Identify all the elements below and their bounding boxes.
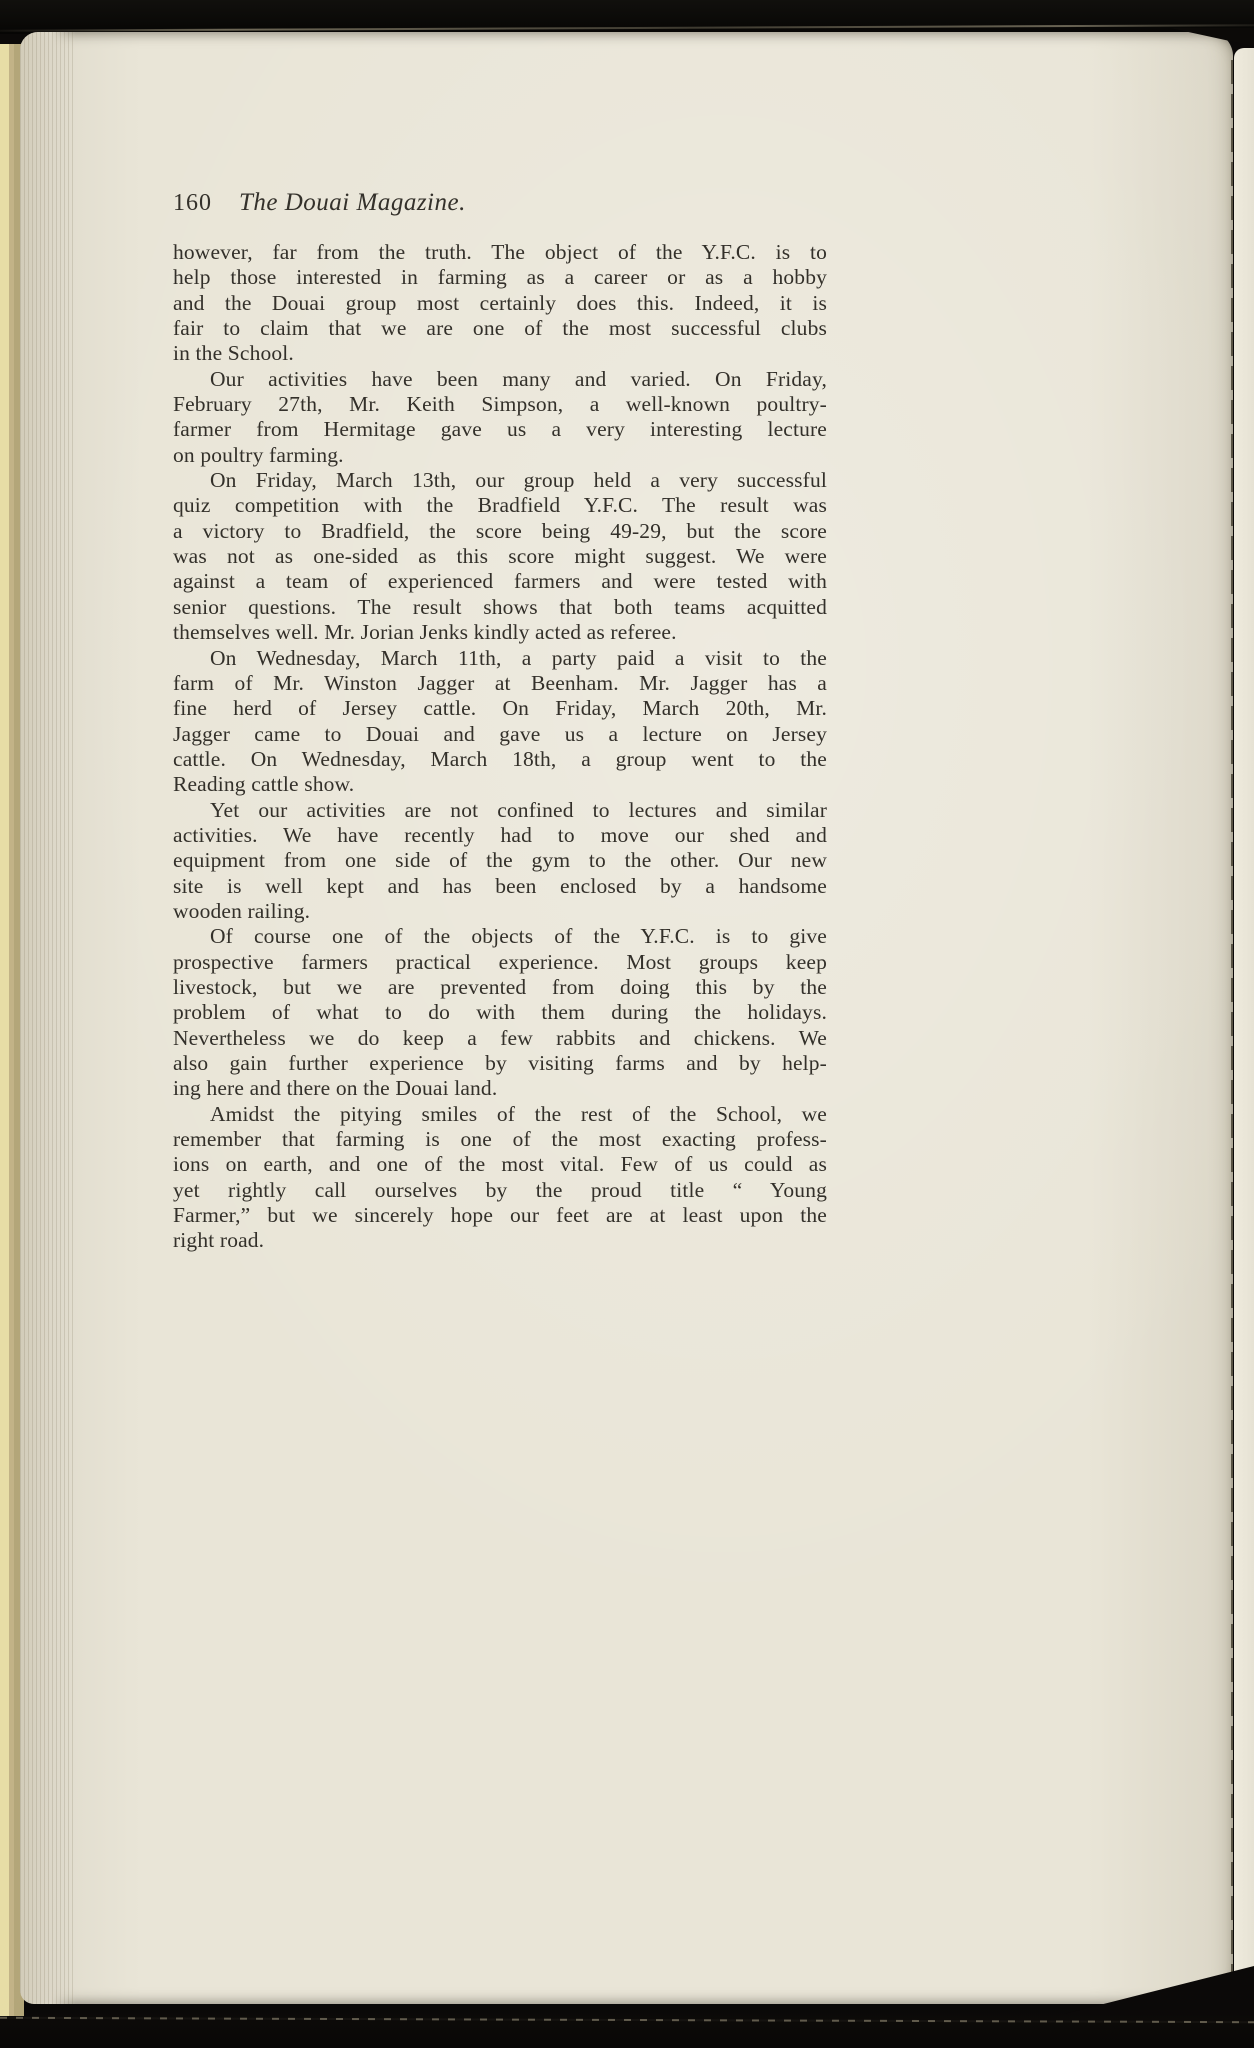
text-line: on poultry farming. xyxy=(173,442,344,467)
text-line: Yet our activities are not confined to lectures and similar xyxy=(210,797,827,822)
text-line: site is well kept and has been enclosed by a handsome xyxy=(173,873,827,898)
paragraph xyxy=(173,240,827,367)
text-line: against a team of experienced farmers and were tested with xyxy=(173,569,827,594)
paragraph xyxy=(173,646,827,798)
book-cover-edge-bottom xyxy=(0,2004,1254,2048)
page-header xyxy=(173,189,466,217)
book-page xyxy=(20,32,1233,2004)
text-line: however, far from the truth. The object of the Y.F.C. is to xyxy=(173,240,827,264)
paragraph xyxy=(173,798,827,925)
text-line: was not as one-sided as this score might suggest. We were xyxy=(173,544,827,569)
text-line: farmer from Hermitage gave us a very interesting lecture xyxy=(173,417,827,442)
paragraph xyxy=(173,468,827,645)
adjacent-page-edge xyxy=(1234,48,1254,1996)
text-line: Jagger came to Douai and gave us a lecture on Jersey xyxy=(173,721,827,746)
gutter-shadow-line xyxy=(1231,60,1233,1992)
paragraph xyxy=(173,367,827,468)
text-line: in the School. xyxy=(173,341,294,366)
text-line: remember that farming is one of the most exacting profess- xyxy=(173,1127,827,1152)
text-line: fair to claim that we are one of the most successful clubs xyxy=(173,316,827,341)
text-line: wooden railing. xyxy=(173,898,311,923)
paragraph xyxy=(173,924,827,1101)
text-line: livestock, but we are prevented from doing this by the xyxy=(173,974,827,999)
paragraph xyxy=(173,1102,827,1254)
text-line: Of course one of the objects of the Y.F.C. is to give xyxy=(210,924,827,949)
text-line: themselves well. Mr. Jorian Jenks kindly acted as referee. xyxy=(173,620,677,645)
text-line: fine herd of Jersey cattle. On Friday, March 20th, Mr. xyxy=(173,696,827,721)
text-line: problem of what to do with them during the holidays. xyxy=(173,1000,827,1025)
text-line: Reading cattle show. xyxy=(173,772,355,797)
text-line: prospective farmers practical experience. Most groups keep xyxy=(173,949,827,974)
text-line: ions on earth, and one of the most vital. Few of us could as xyxy=(173,1152,827,1177)
text-line: February 27th, Mr. Keith Simpson, a well-known poultry- xyxy=(173,392,827,417)
text-line: activities. We have recently had to move our shed and xyxy=(173,822,827,847)
text-line: Amidst the pitying smiles of the rest of the School, we xyxy=(210,1101,827,1126)
page-number: 160 xyxy=(173,190,212,216)
text-line: cattle. On Wednesday, March 18th, a group went to the xyxy=(173,746,827,771)
text-line: Our activities have been many and varied. On Friday, xyxy=(210,366,827,391)
text-line: On Wednesday, March 11th, a party paid a visit to the xyxy=(210,645,827,670)
magazine-title: The Douai Magazine. xyxy=(239,189,466,216)
text-line: yet rightly call ourselves by the proud title “ Young xyxy=(173,1177,827,1202)
page-edge-streaks xyxy=(20,32,76,2004)
text-line: senior questions. The result shows that both teams acquitted xyxy=(173,594,827,619)
text-line: ing here and there on the Douai land. xyxy=(173,1076,498,1101)
article-body xyxy=(173,240,827,1254)
text-line: Nevertheless we do keep a few rabbits and chickens. We xyxy=(173,1025,827,1050)
text-line: Farmer,” but we sincerely hope our feet are at least upon the xyxy=(173,1203,827,1228)
text-line: a victory to Bradfield, the score being 49-29, but the score xyxy=(173,518,827,543)
text-line: and the Douai group most certainly does this. Indeed, it is xyxy=(173,290,827,315)
text-line: quiz competition with the Bradfield Y.F.C. The result was xyxy=(173,493,827,518)
text-line: farm of Mr. Winston Jagger at Beenham. Mr. Jagger has a xyxy=(173,670,827,695)
text-line: On Friday, March 13th, our group held a very successful xyxy=(210,468,827,493)
text-line: also gain further experience by visiting farms and by help- xyxy=(173,1051,827,1075)
text-line: help those interested in farming as a career or as a hobby xyxy=(173,265,827,290)
text-line: right road. xyxy=(173,1228,265,1253)
text-line: equipment from one side of the gym to the other. Our new xyxy=(173,848,827,873)
